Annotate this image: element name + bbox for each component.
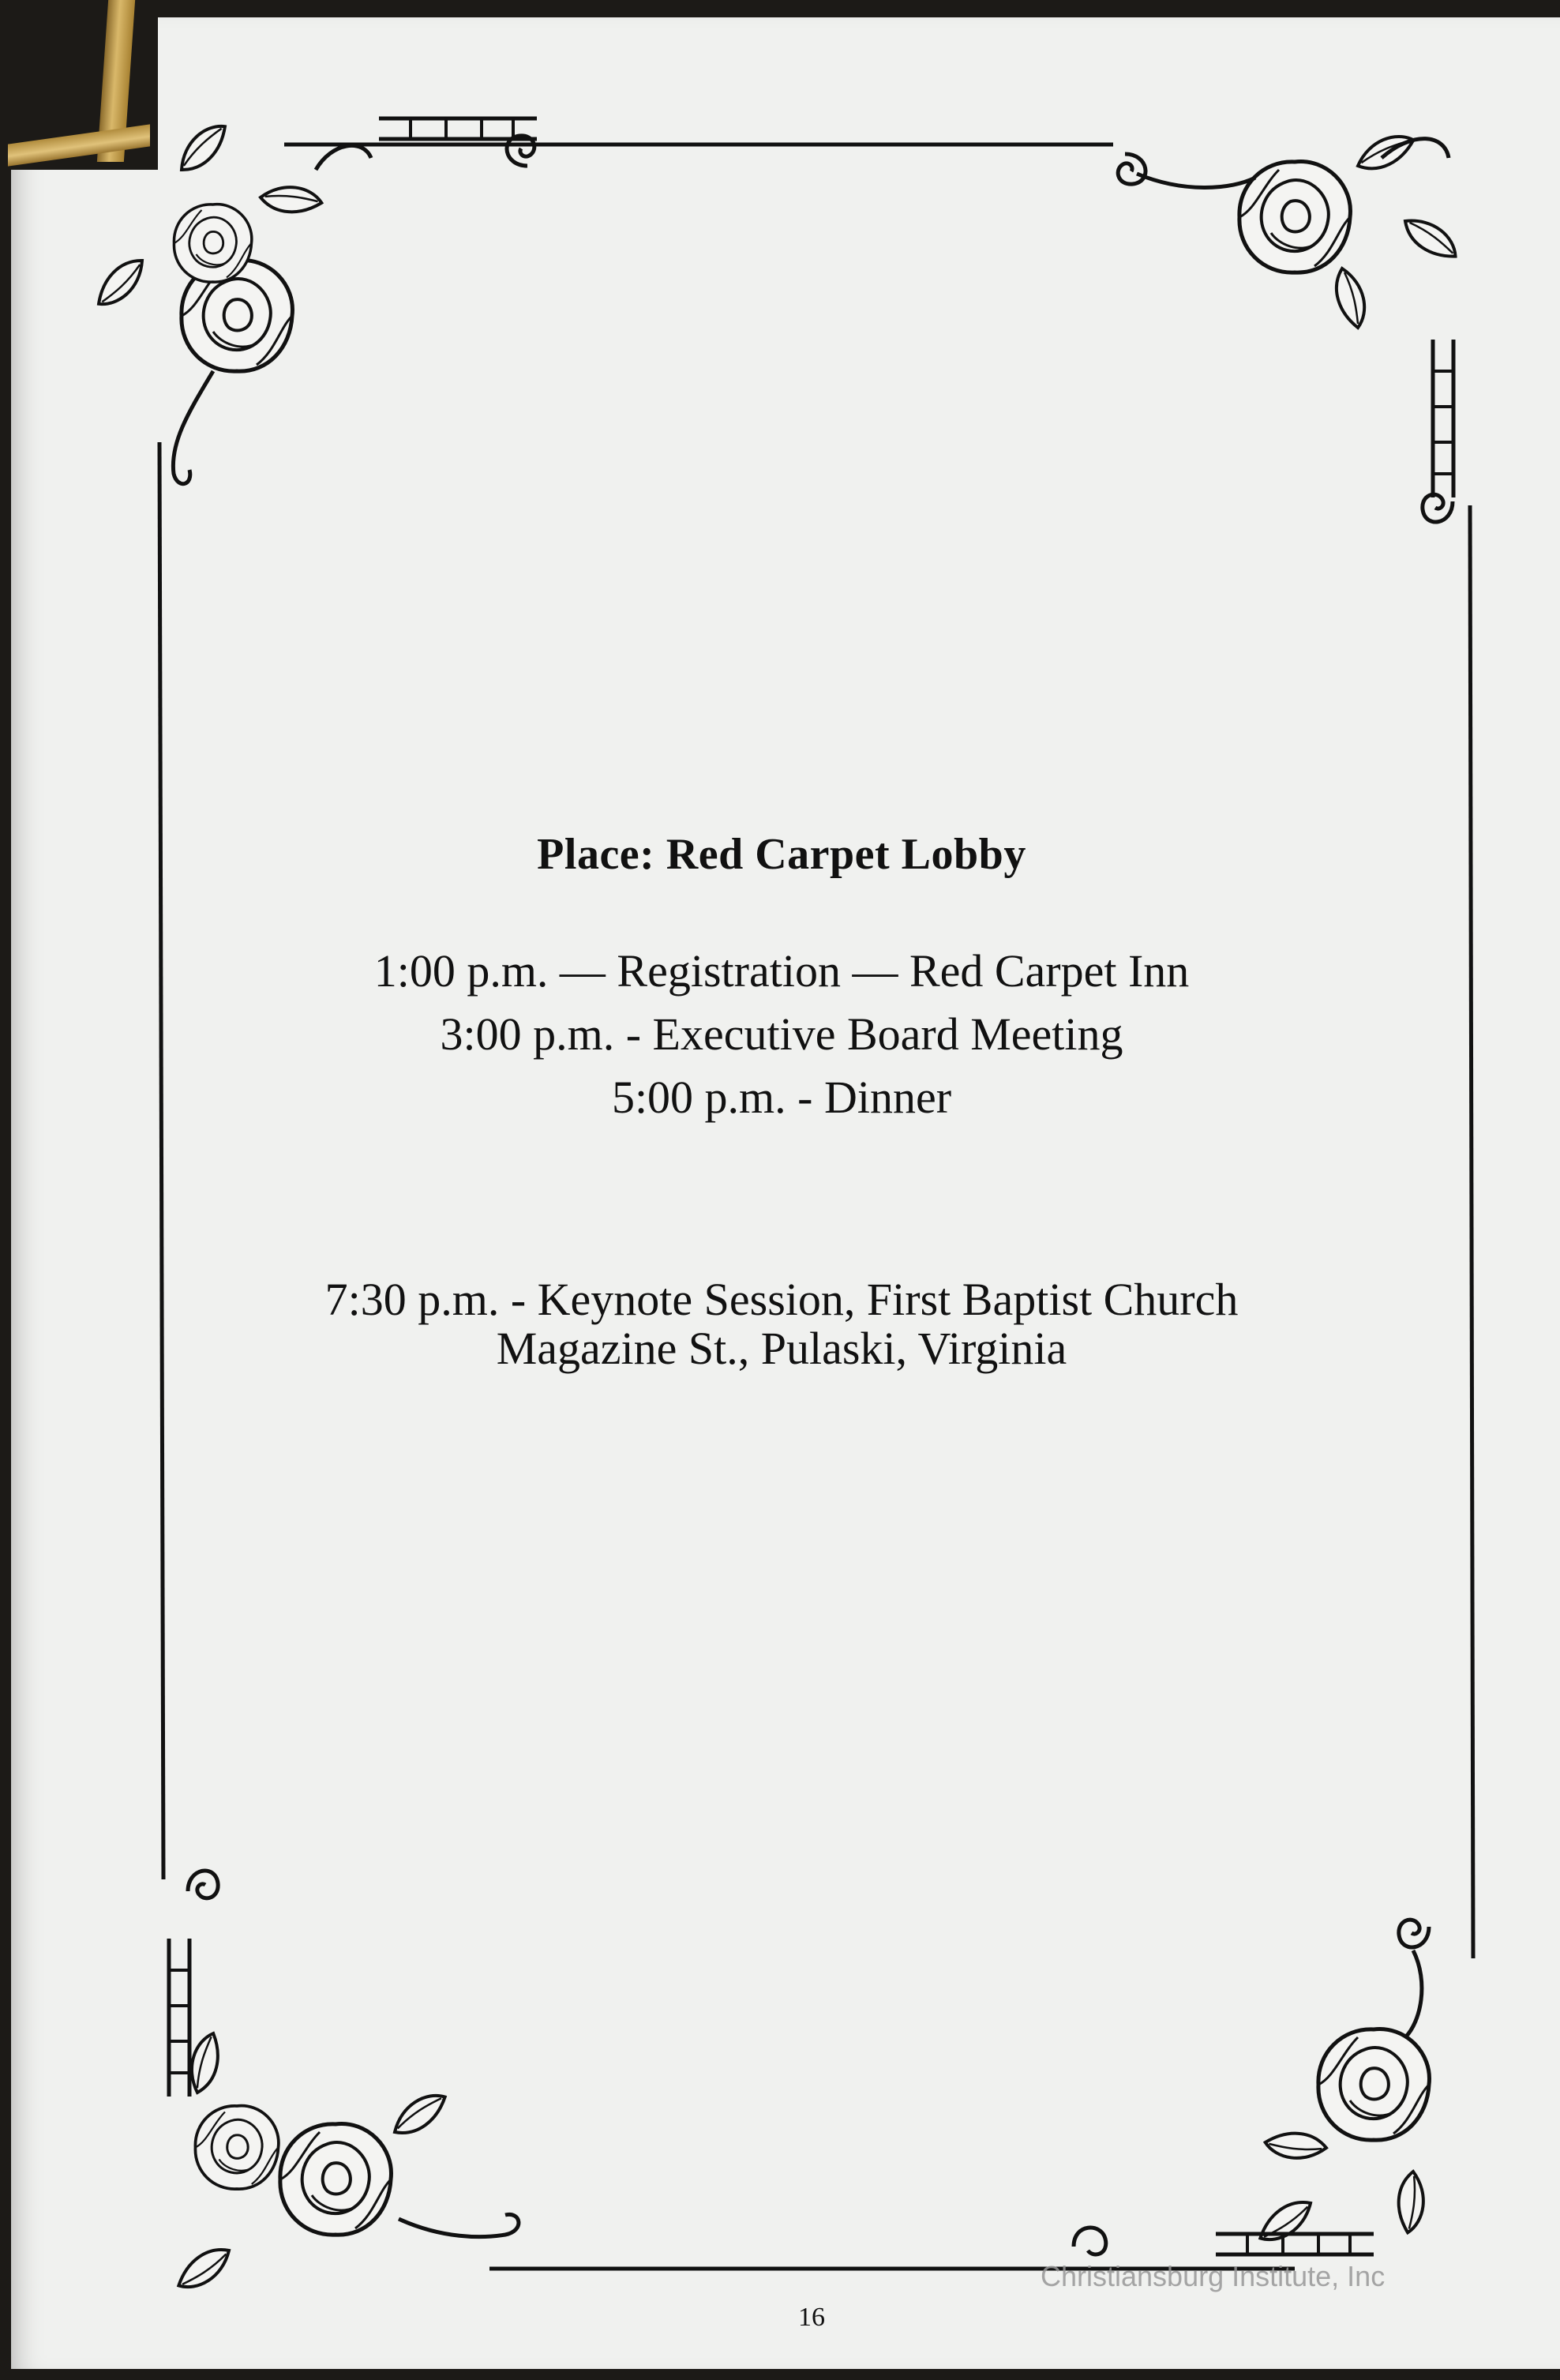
schedule-item: 1:00 p.m. — Registration — Red Carpet Inn bbox=[373, 945, 1190, 997]
schedule-list bbox=[166, 940, 1397, 1129]
place-heading: Place: Red Carpet Lobby bbox=[537, 830, 1026, 879]
top-left-rose-ornament bbox=[88, 118, 537, 484]
page-number: 16 bbox=[798, 2303, 825, 2332]
top-right-rose-ornament bbox=[1118, 133, 1461, 522]
watermark: Christiansburg Institute, Inc bbox=[1041, 2260, 1386, 2292]
schedule-item: 5:00 p.m. - Dinner bbox=[611, 1072, 952, 1123]
keynote-location: Magazine St., Pulaski, Virginia bbox=[496, 1323, 1067, 1374]
bottom-right-rose-ornament bbox=[1074, 1920, 1434, 2254]
keynote-line: 7:30 p.m. - Keynote Session, First Baptist Church bbox=[324, 1274, 1239, 1325]
bottom-left-rose-ornament bbox=[169, 1871, 519, 2292]
keynote-session bbox=[166, 1275, 1397, 1373]
schedule-item: 3:00 p.m. - Executive Board Meeting bbox=[440, 1008, 1123, 1060]
